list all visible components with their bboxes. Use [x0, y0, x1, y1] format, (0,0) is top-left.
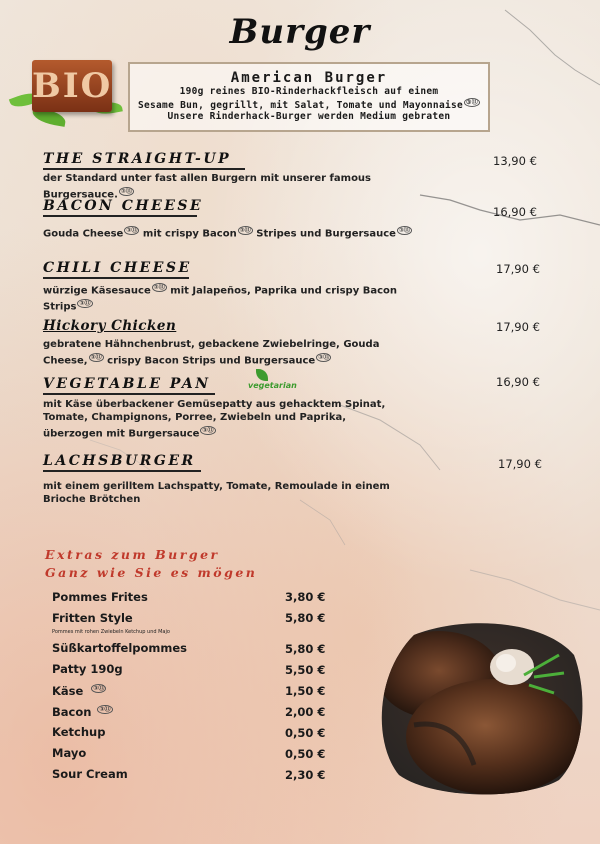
menu-item	[43, 318, 176, 334]
header-line: Unsere Rinderhack-Burger werden Medium gebraten	[167, 111, 451, 123]
extras-title: Extras zum Burger	[45, 547, 220, 562]
extra-item-name: Käse ③⑪	[52, 683, 105, 698]
menu-item	[43, 260, 192, 279]
item-price: 16,90 €	[496, 375, 540, 389]
item-price: 16,90 €	[493, 205, 537, 219]
item-price: 13,90 €	[493, 154, 537, 168]
item-description: gebratene Hähnchenbrust, gebackene Zwiebelringe, Gouda Cheese, ③⑪ crispy Bacon Strips und Burgersauce ③⑪	[43, 339, 380, 367]
header-line: Sesame Bun, gegrillt, mit Salat, Tomate und Mayonnaise ③⑪	[137, 99, 479, 112]
allergen-mark: ③⑪	[466, 99, 479, 106]
extra-item-price: 5,80 €	[285, 642, 326, 656]
menu-item	[43, 198, 203, 217]
header-line: 190g reines BIO-Rinderhackfleisch auf einem	[179, 86, 439, 97]
item-name: THE STRAIGHT-UP	[43, 151, 245, 170]
extra-item-price: 0,50 €	[285, 726, 326, 740]
item-price: 17,90 €	[498, 457, 542, 471]
extra-item-name: Fritten Style	[52, 611, 133, 625]
badge-text: vegetarian	[248, 381, 297, 390]
bio-logo	[18, 52, 122, 132]
item-name: VEGETABLE PAN	[43, 376, 215, 395]
burger-patty-photo	[374, 615, 586, 797]
page-title: Burger	[229, 12, 371, 52]
extra-item-price: 1,50 €	[285, 684, 326, 698]
american-burger-box	[128, 62, 490, 132]
extra-item-name: Süßkartoffelpommes	[52, 641, 188, 655]
item-description: Gouda Cheese ③⑪ mit crispy Bacon ③⑪ Stripes und Burgersauce ③⑪	[43, 227, 411, 240]
menu-item	[43, 151, 245, 170]
leaf-icon	[256, 369, 268, 381]
vegetarian-badge	[248, 369, 298, 393]
menu-item	[43, 376, 215, 395]
item-name: CHILI CHEESE	[43, 260, 192, 279]
extra-item-price: 3,80 €	[285, 590, 326, 604]
item-description: mit Käse überbackener Gemüsepatty aus gehacktem Spinat, Tomate, Champignons, Porree, Zwiebeln und Paprika, überzogen mit Burgersauce ③⑪	[43, 399, 386, 440]
extra-item-price: 5,50 €	[285, 663, 326, 677]
extra-item-price: 5,80 €	[285, 611, 326, 625]
extra-item-price: 2,30 €	[285, 768, 326, 782]
item-description: der Standard unter fast allen Burgern mit unserer famous Burgersauce. ③⑪	[43, 173, 372, 201]
item-name: BACON CHEESE	[43, 198, 203, 217]
item-price: 17,90 €	[496, 262, 540, 276]
item-description: würzige Käsesauce ③⑪ mit Jalapeños, Paprika und crispy Bacon Strips ③⑪	[43, 284, 397, 313]
menu-item	[43, 453, 201, 472]
item-name: LACHSBURGER	[43, 453, 201, 472]
extra-item-note: Pommes mit rohen Zwiebeln Ketchup und Majo	[52, 629, 170, 635]
logo-text: BIO	[32, 60, 112, 112]
extra-item-price: 2,00 €	[285, 705, 326, 719]
item-description: mit einem gerilltem Lachspatty, Tomate, Remoulade in einem Brioche Brötchen	[43, 481, 390, 505]
extras-subtitle: Ganz wie Sie es mögen	[45, 565, 258, 580]
extra-item-name: Mayo	[52, 746, 87, 760]
extra-item-name: Sour Cream	[52, 767, 128, 781]
extra-item-name: Bacon ③⑪	[52, 704, 111, 719]
extra-item-name: Patty 190g	[52, 662, 123, 676]
extra-item-name: Ketchup	[52, 725, 106, 739]
header-title: American Burger	[230, 70, 388, 86]
item-price: 17,90 €	[496, 320, 540, 334]
extra-item-price: 0,50 €	[285, 747, 326, 761]
extra-item-name: Pommes Frites	[52, 590, 148, 604]
item-name: Hickory Chicken	[43, 318, 177, 334]
